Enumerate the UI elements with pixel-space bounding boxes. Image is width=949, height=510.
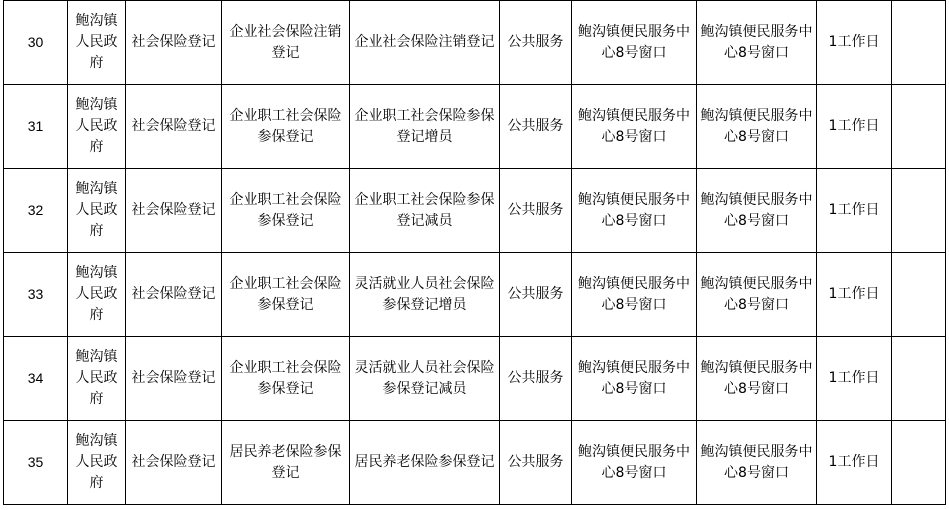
category-cell: 社会保险登记	[126, 85, 222, 169]
window-cell: 鲍沟镇便民服务中心8号窗口	[697, 337, 817, 421]
sub-item-cell: 灵活就业人员社会保险参保登记增员	[350, 253, 500, 337]
department-cell: 鲍沟镇人民政府	[68, 421, 126, 505]
row-number: 34	[4, 337, 68, 421]
table-row	[4, 253, 946, 337]
service-type-cell: 公共服务	[500, 1, 572, 85]
table-row	[4, 337, 946, 421]
department-cell: 鲍沟镇人民政府	[68, 169, 126, 253]
row-number: 31	[4, 85, 68, 169]
service-type-cell: 公共服务	[500, 337, 572, 421]
remark-cell	[892, 1, 946, 85]
main-item-cell: 企业职工社会保险参保登记	[222, 337, 350, 421]
service-type-cell: 公共服务	[500, 169, 572, 253]
category-cell: 社会保险登记	[126, 337, 222, 421]
location-cell: 鲍沟镇便民服务中心8号窗口	[572, 169, 697, 253]
time-limit-cell: 1工作日	[817, 169, 892, 253]
sub-item-cell: 企业职工社会保险参保登记增员	[350, 85, 500, 169]
table-row	[4, 85, 946, 169]
department-cell: 鲍沟镇人民政府	[68, 1, 126, 85]
remark-cell	[892, 421, 946, 505]
table-row	[4, 421, 946, 505]
main-item-cell: 企业职工社会保险参保登记	[222, 253, 350, 337]
sub-item-cell: 灵活就业人员社会保险参保登记减员	[350, 337, 500, 421]
main-item-cell: 企业职工社会保险参保登记	[222, 85, 350, 169]
row-number: 35	[4, 421, 68, 505]
row-number: 33	[4, 253, 68, 337]
remark-cell	[892, 169, 946, 253]
time-limit-cell: 1工作日	[817, 253, 892, 337]
row-number: 32	[4, 169, 68, 253]
service-type-cell: 公共服务	[500, 85, 572, 169]
location-cell: 鲍沟镇便民服务中心8号窗口	[572, 1, 697, 85]
row-number: 30	[4, 1, 68, 85]
category-cell: 社会保险登记	[126, 1, 222, 85]
department-cell: 鲍沟镇人民政府	[68, 253, 126, 337]
sub-item-cell: 居民养老保险参保登记	[350, 421, 500, 505]
main-item-cell: 企业职工社会保险参保登记	[222, 169, 350, 253]
remark-cell	[892, 85, 946, 169]
sub-item-cell: 企业职工社会保险参保登记减员	[350, 169, 500, 253]
remark-cell	[892, 253, 946, 337]
department-cell: 鲍沟镇人民政府	[68, 337, 126, 421]
table-row	[4, 169, 946, 253]
window-cell: 鲍沟镇便民服务中心8号窗口	[697, 421, 817, 505]
window-cell: 鲍沟镇便民服务中心8号窗口	[697, 253, 817, 337]
table-row	[4, 1, 946, 85]
location-cell: 鲍沟镇便民服务中心8号窗口	[572, 85, 697, 169]
window-cell: 鲍沟镇便民服务中心8号窗口	[697, 85, 817, 169]
service-type-cell: 公共服务	[500, 421, 572, 505]
window-cell: 鲍沟镇便民服务中心8号窗口	[697, 1, 817, 85]
remark-cell	[892, 337, 946, 421]
location-cell: 鲍沟镇便民服务中心8号窗口	[572, 253, 697, 337]
main-item-cell: 企业社会保险注销登记	[222, 1, 350, 85]
sub-item-cell: 企业社会保险注销登记	[350, 1, 500, 85]
services-table	[3, 0, 946, 505]
location-cell: 鲍沟镇便民服务中心8号窗口	[572, 337, 697, 421]
time-limit-cell: 1工作日	[817, 337, 892, 421]
category-cell: 社会保险登记	[126, 421, 222, 505]
category-cell: 社会保险登记	[126, 253, 222, 337]
time-limit-cell: 1工作日	[817, 1, 892, 85]
table-body	[4, 1, 946, 505]
category-cell: 社会保险登记	[126, 169, 222, 253]
time-limit-cell: 1工作日	[817, 85, 892, 169]
service-type-cell: 公共服务	[500, 253, 572, 337]
window-cell: 鲍沟镇便民服务中心8号窗口	[697, 169, 817, 253]
main-item-cell: 居民养老保险参保登记	[222, 421, 350, 505]
time-limit-cell: 1工作日	[817, 421, 892, 505]
department-cell: 鲍沟镇人民政府	[68, 85, 126, 169]
location-cell: 鲍沟镇便民服务中心8号窗口	[572, 421, 697, 505]
